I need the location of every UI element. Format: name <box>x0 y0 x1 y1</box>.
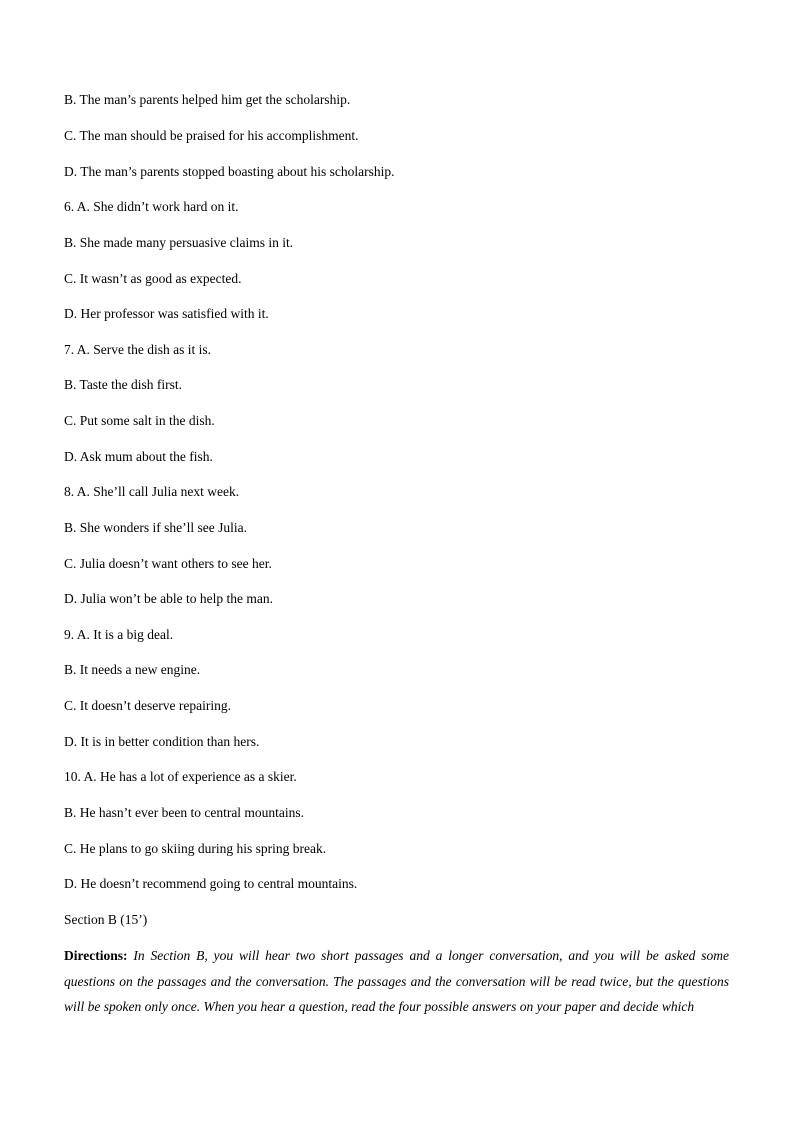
question-6-option-a: 6. A. She didn’t work hard on it. <box>64 199 239 214</box>
answer-option-7d: D. Ask mum about the fish. <box>64 449 213 464</box>
answer-option-10b: B. He hasn’t ever been to central mountains. <box>64 805 305 820</box>
answer-option-10d: D. He doesn’t recommend going to central mountains. <box>64 876 358 891</box>
answer-option-9c: C. It doesn’t deserve repairing. <box>64 698 231 713</box>
question-9-option-a: 9. A. It is a big deal. <box>64 627 174 642</box>
answer-option-6b: B. She made many persuasive claims in it. <box>64 235 294 250</box>
answer-option-6c: C. It wasn’t as good as expected. <box>64 271 242 286</box>
section-heading: Section B (15’) <box>64 912 148 927</box>
directions-text: In Section B, you will hear two short passages and a longer conversation, and you will be asked some questions on the passages and the conversation. The passages and the conversation will be read twice, but the questions will be spoken only once. When you hear a question, read the four possible answers on your paper and decide which <box>64 948 729 1014</box>
answer-option-8d: D. Julia won’t be able to help the man. <box>64 591 273 606</box>
answer-option-9b: B. It needs a new engine. <box>64 662 201 677</box>
answer-option-5d: D. The man’s parents stopped boasting about his scholarship. <box>64 164 395 179</box>
directions-paragraph <box>64 943 729 1020</box>
question-7-option-a: 7. A. Serve the dish as it is. <box>64 342 211 357</box>
question-8-option-a: 8. A. She’ll call Julia next week. <box>64 484 240 499</box>
answer-option-5c: C. The man should be praised for his accomplishment. <box>64 128 359 143</box>
answer-option-6d: D. Her professor was satisfied with it. <box>64 306 269 321</box>
answer-option-9d: D. It is in better condition than hers. <box>64 734 260 749</box>
answer-option-7b: B. Taste the dish first. <box>64 377 183 392</box>
answer-option-7c: C. Put some salt in the dish. <box>64 413 215 428</box>
answer-option-8b: B. She wonders if she’ll see Julia. <box>64 520 247 535</box>
answer-option-8c: C. Julia doesn’t want others to see her. <box>64 556 272 571</box>
answer-option-5b: B. The man’s parents helped him get the scholarship. <box>64 92 351 107</box>
answer-option-10c: C. He plans to go skiing during his spring break. <box>64 841 327 856</box>
question-10-option-a: 10. A. He has a lot of experience as a skier. <box>64 769 297 784</box>
directions-label: Directions: <box>64 948 134 963</box>
